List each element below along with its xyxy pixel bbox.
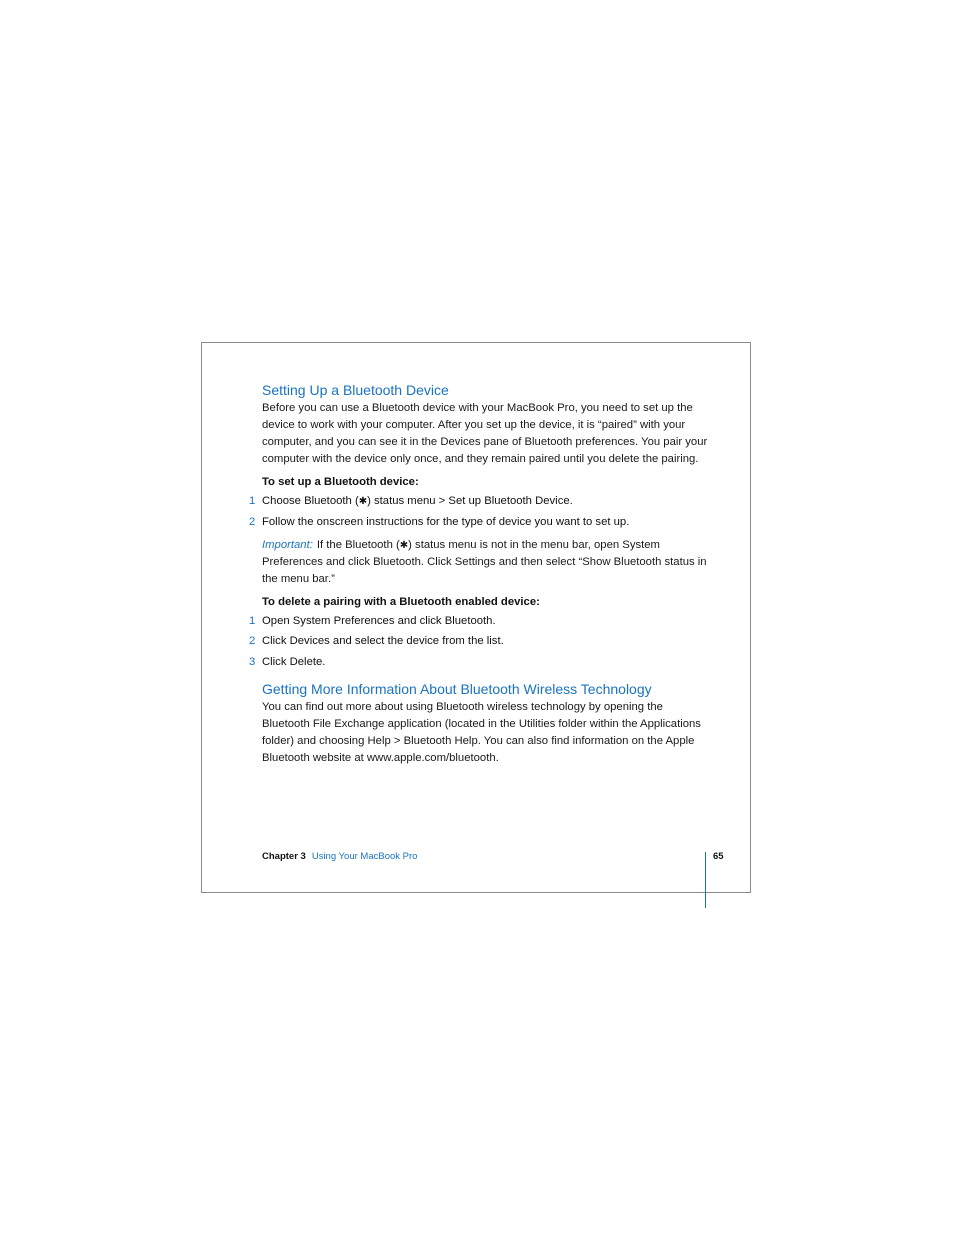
step-number: 3 [249,655,256,668]
step-number: 1 [249,614,256,627]
page-number: 65 [713,851,724,862]
step-text-before: Choose Bluetooth ( [262,495,359,507]
more-info-paragraph: You can find out more about using Bluetooth wireless technology by opening the Bluetooth File Exchange application (located in the Utilities folder within the Applications folder) and choosing Help > Bluetooth Help. You can also find information on the Apple Bluetooth website at www.apple.com/bluetooth. [262,700,701,764]
step-number: 1 [249,495,256,507]
page-content [249,380,712,767]
step-text: Follow the onscreen instructions for the type of device you want to set up. [262,515,630,528]
step-text: Click Devices and select the device from the list. [262,635,504,647]
setup-intro-paragraph: Before you can use a Bluetooth device with your MacBook Pro, you need to set up the device to work with your computer. After you set up the device, it is “paired” with your computer, and you can see it in the Devices pane of Bluetooth preferences. You pair your computer with the device only once, and they remain paired until you delete the pairing. [262,402,708,465]
step-text-after: ) status menu > Set up Bluetooth Device. [367,495,573,507]
list-item [249,514,712,531]
delete-steps-list [249,613,712,671]
page-footer [262,850,417,864]
bluetooth-icon: ✱ [358,496,368,507]
chapter-label: Chapter 3 [262,851,306,862]
setup-steps-list [249,493,712,531]
important-note [262,537,712,588]
section-heading-more-info: Getting More Information About Bluetooth Wireless Technology [262,680,652,697]
list-item [249,613,712,630]
procedure-title-delete: To delete a pairing with a Bluetooth enabled device: [262,595,540,608]
important-label: Important: [262,538,313,551]
list-item [249,654,712,671]
step-text: Click Delete. [262,655,326,668]
list-item [249,493,712,510]
important-text-before: If the Bluetooth ( [316,538,400,551]
procedure-title-setup: To set up a Bluetooth device: [262,476,419,488]
page-number-rule [705,852,706,908]
step-number: 2 [249,515,256,528]
bluetooth-icon: ✱ [399,539,409,551]
list-item [249,633,712,650]
chapter-title: Using Your MacBook Pro [311,851,418,862]
section-heading-setup: Setting Up a Bluetooth Device [262,382,449,398]
step-text: Open System Preferences and click Bluetooth. [262,614,496,627]
step-number: 2 [249,635,256,647]
important-text-after: ) status menu is not in the menu bar, open System Preferences and click Bluetooth. Click Settings and then select “Show Bluetooth status in the menu bar.” [262,538,707,585]
